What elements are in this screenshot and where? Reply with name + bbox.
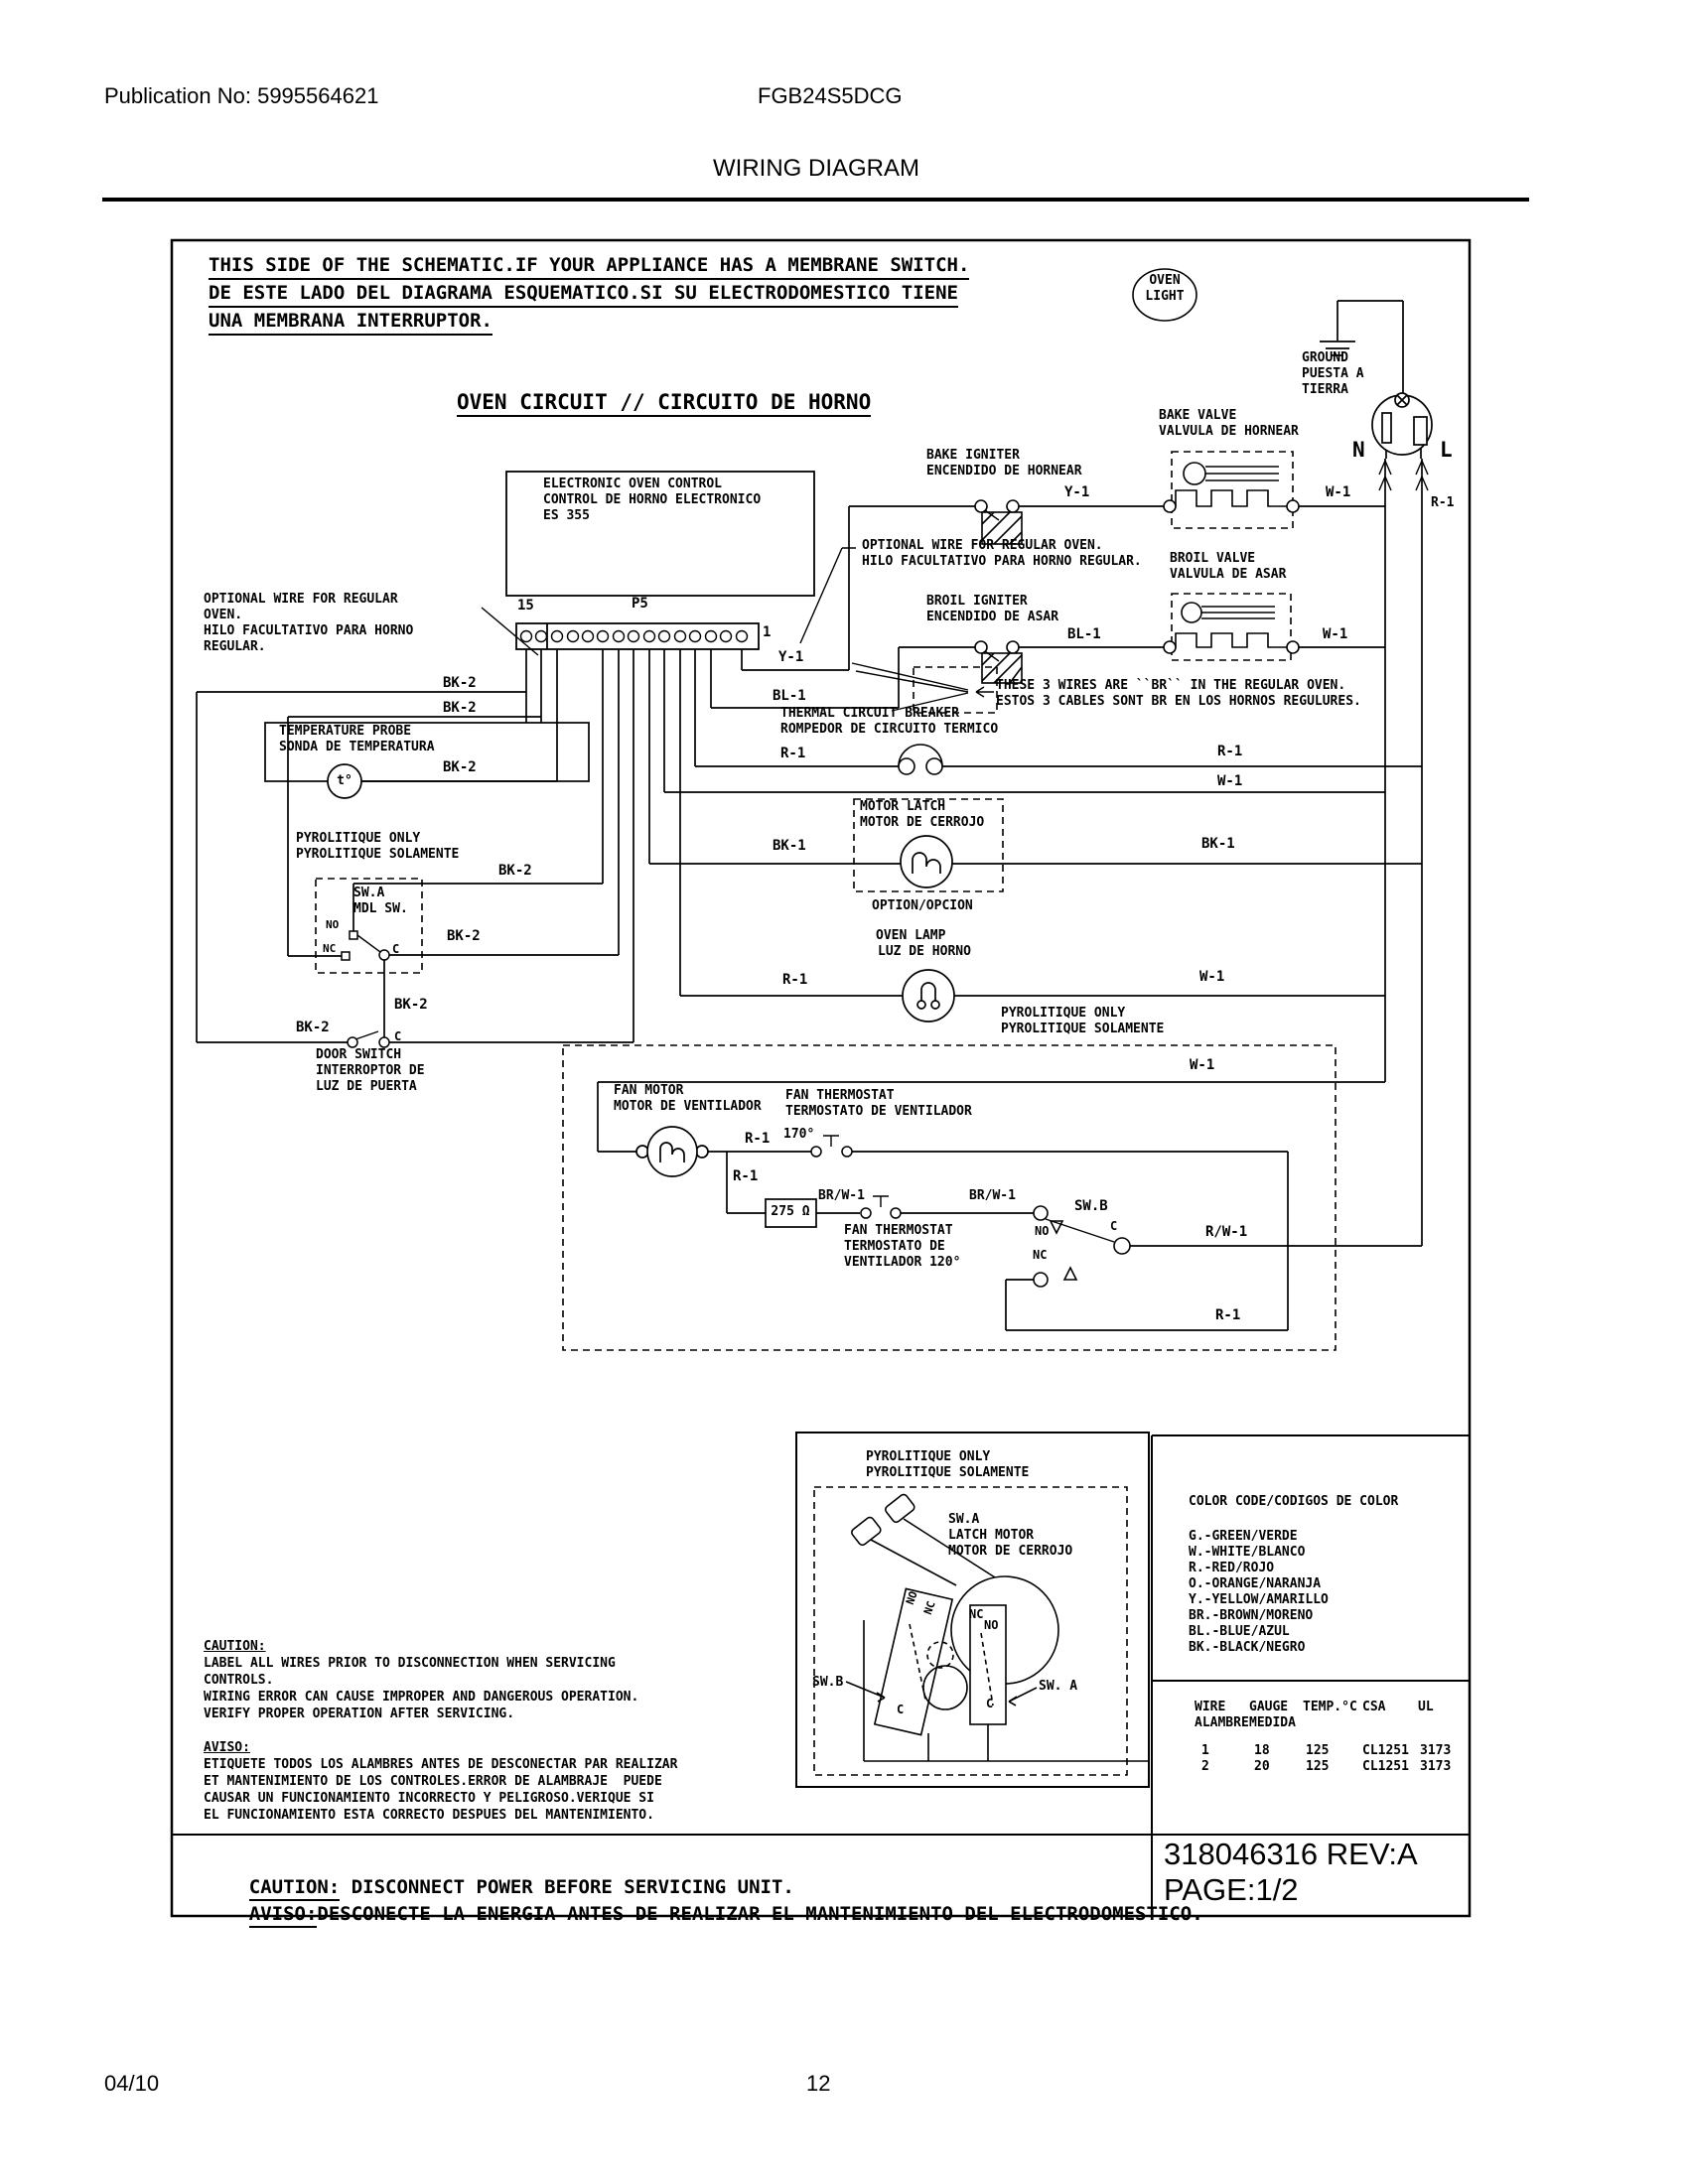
terminal-label: NO (903, 1589, 920, 1607)
caution-line: CAUTION: (204, 1639, 266, 1654)
note-label: OPTIONAL WIRE FOR REGULAR OVEN. (862, 538, 1103, 553)
caution-line: AVISO: (204, 1740, 250, 1755)
table-cell: 20 (1254, 1759, 1270, 1774)
pin-label: 1 (763, 624, 772, 640)
terminal-label: C (392, 942, 400, 956)
wire-label: BL-1 (1067, 626, 1101, 642)
wire-label: BK-2 (443, 675, 477, 691)
wire-label: W-1 (1190, 1057, 1215, 1073)
component-label: MOTOR DE CERROJO (860, 815, 985, 830)
note-label: PYROLITIQUE ONLY (1001, 1006, 1126, 1021)
table-header: ALAMBRE (1195, 1715, 1249, 1730)
wire-label: BK-1 (1201, 836, 1235, 852)
wire-label: R-1 (745, 1131, 771, 1147)
note-label: ESTOS 3 CABLES SONT BR EN LOS HORNOS REGULURES. (996, 694, 1361, 709)
ground-label: TIERRA (1302, 382, 1348, 397)
component-label: THERMAL CIRCUIT BREAKER (780, 706, 960, 721)
table-cell: 2 (1201, 1759, 1209, 1774)
wire-label: R-1 (782, 972, 808, 988)
footer-page-number: 12 (806, 2071, 831, 2096)
publication-number: Publication No: 5995564621 (104, 83, 379, 108)
door-switch-icon (348, 1037, 389, 1047)
mdl-switch-icon (342, 931, 389, 960)
table-cell: 3173 (1420, 1743, 1452, 1758)
caution-line: CAUSAR UN FUNCIONAMIENTO INCORRECTO Y PELIGROSO.VERIQUE SI (204, 1791, 654, 1806)
wire-label: Y-1 (1064, 484, 1090, 500)
terminal-label: C (1110, 1219, 1118, 1233)
component-label: VALVULA DE ASAR (1170, 567, 1287, 582)
wire-label: W-1 (1326, 484, 1351, 500)
terminal-label: NC (969, 1607, 984, 1621)
fan-thermostat-170-icon (811, 1147, 852, 1157)
connector-label: P5 (632, 596, 648, 612)
component-label: OPTION/OPCION (872, 898, 973, 913)
component-label: LATCH MOTOR (948, 1528, 1035, 1543)
line-label: L (1440, 438, 1453, 462)
circuit-title: OVEN CIRCUIT // CIRCUITO DE HORNO (457, 391, 871, 417)
wire-label: BR/W-1 (969, 1188, 1016, 1203)
fan-thermostat-120-icon (861, 1208, 901, 1218)
component-label: SW.B (1074, 1198, 1108, 1214)
model-number: FGB24S5DCG (758, 83, 903, 108)
color-code-panel (1189, 1494, 1398, 1656)
caution-line: VERIFY PROPER OPERATION AFTER SERVICING. (204, 1706, 515, 1721)
component-label: MOTOR DE CERROJO (948, 1544, 1073, 1559)
terminal-label: NC (1033, 1248, 1048, 1262)
fan-motor-icon (636, 1127, 708, 1176)
note-label: PYROLITIQUE ONLY (866, 1449, 991, 1464)
wire-label: W-1 (1217, 773, 1243, 789)
table-header: WIRE (1195, 1700, 1226, 1714)
note-label: REGULAR. (204, 639, 266, 654)
component-label: SW.A (353, 886, 385, 900)
motor-latch-icon (901, 836, 952, 887)
wire-label: R-1 (1431, 495, 1455, 510)
value-label: 170° (783, 1127, 815, 1142)
caution-bottom-label: CAUTION: (249, 1876, 341, 1901)
wires (197, 301, 1422, 1330)
wire-label: BR/W-1 (818, 1188, 865, 1203)
note-label: OVEN. (204, 608, 243, 622)
ground-label: PUESTA A (1302, 366, 1364, 381)
terminal-label: C (897, 1703, 905, 1716)
caution-line: ET MANTENIMIENTO DE LOS CONTROLES.ERROR DE ALAMBRAJE PUEDE (204, 1774, 662, 1789)
bake-valve-icon (1164, 463, 1299, 512)
component-label: SW.A (948, 1512, 980, 1527)
color-code-item: Y.-YELLOW/AMARILLO (1189, 1592, 1329, 1607)
component-label: ES 355 (543, 508, 590, 523)
note-label: HILO FACULTATIVO PARA HORNO (204, 623, 414, 638)
component-label: MDL SW. (353, 901, 408, 916)
color-code-item: O.-ORANGE/NARANJA (1189, 1576, 1322, 1591)
wire-label: BK-2 (443, 759, 477, 775)
color-code-item: BL.-BLUE/AZUL (1189, 1624, 1290, 1639)
oven-lamp-icon (903, 970, 954, 1022)
wire-label: R/W-1 (1205, 1224, 1248, 1240)
wire-label: R-1 (1215, 1307, 1241, 1323)
notice-line-3: UNA MEMBRANA INTERRUPTOR. (209, 312, 492, 336)
note-label: PYROLITIQUE SOLAMENTE (296, 847, 460, 862)
terminal-label: NO (984, 1618, 999, 1632)
resistor-value: 275 Ω (771, 1204, 810, 1219)
caution-line: CONTROLS. (204, 1673, 274, 1688)
table-header: UL (1418, 1700, 1434, 1714)
component-label: ENCENDIDO DE ASAR (926, 610, 1059, 624)
table-header: MEDIDA (1249, 1715, 1296, 1730)
caution-block (204, 1638, 677, 1824)
component-label: BAKE VALVE (1159, 408, 1237, 423)
component-label: VALVULA DE HORNEAR (1159, 424, 1299, 439)
wire-label: W-1 (1199, 969, 1225, 985)
caution-line: LABEL ALL WIRES PRIOR TO DISCONNECTION WHEN SERVICING (204, 1656, 616, 1671)
wire-label: W-1 (1323, 626, 1348, 642)
terminal-label: NO (326, 918, 340, 931)
pin-label: 15 (517, 598, 534, 614)
page-title: WIRING DIAGRAM (713, 155, 919, 182)
document-page: PAGE:1/2 (1164, 1872, 1299, 1907)
color-code-title: COLOR CODE/CODIGOS DE COLOR (1189, 1494, 1399, 1509)
note-label: PYROLITIQUE SOLAMENTE (1001, 1022, 1165, 1036)
note-label: PYROLITIQUE SOLAMENTE (866, 1465, 1030, 1480)
wire-label: Y-1 (778, 649, 804, 665)
component-label: MOTOR DE VENTILADOR (614, 1099, 762, 1114)
power-plug-icon (1372, 393, 1432, 455)
terminal-label: NO (1035, 1224, 1050, 1238)
component-label: TEMPERATURE PROBE (279, 724, 412, 739)
component-label: FAN MOTOR (614, 1083, 684, 1098)
notice-line-2: DE ESTE LADO DEL DIAGRAMA ESQUEMATICO.SI SU ELECTRODOMESTICO TIENE (209, 284, 958, 308)
broil-igniter-icon (975, 641, 1022, 683)
component-label: BROIL IGNITER (926, 594, 1028, 609)
oven-light-label: OVEN (1149, 273, 1181, 288)
table-cell: 18 (1254, 1743, 1270, 1758)
component-label: FAN THERMOSTAT (785, 1088, 895, 1103)
component-label: SONDA DE TEMPERATURA (279, 740, 435, 754)
aviso-bottom-label: AVISO: (249, 1903, 318, 1928)
oven-light-label: LIGHT (1145, 289, 1185, 304)
note-label: OPTIONAL WIRE FOR REGULAR (204, 592, 398, 607)
wire-label: BK-2 (394, 997, 428, 1013)
document-number: 318046316 REV:A (1164, 1837, 1418, 1871)
caution-line: ETIQUETE TODOS LOS ALAMBRES ANTES DE DESCONECTAR PAR REALIZAR (204, 1757, 678, 1772)
ground-label: GROUND (1302, 350, 1348, 365)
color-code-item: G.-GREEN/VERDE (1189, 1529, 1298, 1544)
table-cell: 125 (1306, 1759, 1330, 1774)
caution-line: EL FUNCIONAMIENTO ESTA CORRECTO DESPUES DEL MANTENIMIENTO. (204, 1808, 654, 1823)
table-cell: 1 (1201, 1743, 1209, 1758)
wire-label: BK-1 (773, 838, 806, 854)
wire-label: BL-1 (773, 688, 806, 704)
probe-symbol-label: t° (337, 773, 352, 788)
wire-label: BK-2 (498, 863, 532, 879)
connector-pins (521, 631, 748, 642)
wire-label: BK-2 (296, 1020, 330, 1035)
color-code-item: BR.-BROWN/MORENO (1189, 1608, 1314, 1623)
component-label: BROIL VALVE (1170, 551, 1256, 566)
color-code-item: R.-RED/ROJO (1189, 1561, 1275, 1575)
terminal-label: C (394, 1029, 402, 1043)
note-label: PYROLITIQUE ONLY (296, 831, 421, 846)
wire-label: BK-2 (447, 928, 481, 944)
terminal-label: C (986, 1697, 994, 1710)
neutral-label: N (1352, 438, 1365, 462)
broil-valve-icon (1164, 603, 1299, 653)
table-cell: CL1251 (1362, 1743, 1409, 1758)
component-label: TERMOSTATO DE (844, 1239, 945, 1254)
wire-label: R-1 (733, 1168, 759, 1184)
component-label: ROMPEDOR DE CIRCUITO TERMICO (780, 722, 999, 737)
component-label: LUZ DE PUERTA (316, 1079, 417, 1094)
wire-label: R-1 (780, 746, 806, 761)
table-header: CSA (1362, 1700, 1386, 1714)
terminal-label: NC (323, 942, 337, 955)
component-label: ENCENDIDO DE HORNEAR (926, 464, 1082, 478)
component-label: DOOR SWITCH (316, 1047, 402, 1062)
component-label: OVEN LAMP (876, 928, 946, 943)
notice-line-1: THIS SIDE OF THE SCHEMATIC.IF YOUR APPLIANCE HAS A MEMBRANE SWITCH. (209, 256, 969, 280)
component-label: SW. A (1039, 1679, 1078, 1694)
component-label: FAN THERMOSTAT (844, 1223, 953, 1238)
table-cell: CL1251 (1362, 1759, 1409, 1774)
wire-label: BK-2 (443, 700, 477, 716)
caution-line: WIRING ERROR CAN CAUSE IMPROPER AND DANGEROUS OPERATION. (204, 1690, 639, 1705)
caution-line (204, 1722, 677, 1739)
aviso-bottom (204, 1881, 1203, 1947)
component-label: SW.B (812, 1675, 844, 1690)
wire-label: R-1 (1217, 744, 1243, 759)
component-label: VENTILADOR 120° (844, 1255, 961, 1270)
component-label: BAKE IGNITER (926, 448, 1020, 463)
component-label: ELECTRONIC OVEN CONTROL (543, 477, 723, 491)
component-label: LUZ DE HORNO (878, 944, 971, 959)
component-label: MOTOR LATCH (860, 799, 946, 814)
table-cell: 3173 (1420, 1759, 1452, 1774)
note-label: HILO FACULTATIVO PARA HORNO REGULAR. (862, 554, 1142, 569)
component-label: CONTROL DE HORNO ELECTRONICO (543, 492, 762, 507)
caution-bottom-text: DISCONNECT POWER BEFORE SERVICING UNIT. (340, 1876, 794, 1898)
thermal-breaker-icon (899, 745, 942, 774)
color-code-item: BK.-BLACK/NEGRO (1189, 1640, 1306, 1655)
broil-valve-box (1172, 594, 1291, 660)
table-header: TEMP.°C (1303, 1700, 1357, 1714)
color-code-item: W.-WHITE/BLANCO (1189, 1545, 1306, 1560)
terminal-label: NC (920, 1599, 938, 1617)
component-label: INTERROPTOR DE (316, 1063, 425, 1078)
aviso-bottom-text: DESCONECTE LA ENERGIA ANTES DE REALIZAR EL MANTENIMIENTO DEL ELECTRODOMESTICO. (317, 1903, 1203, 1925)
table-cell: 125 (1306, 1743, 1330, 1758)
component-label: TERMOSTATO DE VENTILADOR (785, 1104, 972, 1119)
footer-date: 04/10 (104, 2071, 160, 2096)
note-label: THESE 3 WIRES ARE ``BR`` IN THE REGULAR OVEN. (996, 678, 1346, 693)
table-header: GAUGE (1249, 1700, 1289, 1714)
